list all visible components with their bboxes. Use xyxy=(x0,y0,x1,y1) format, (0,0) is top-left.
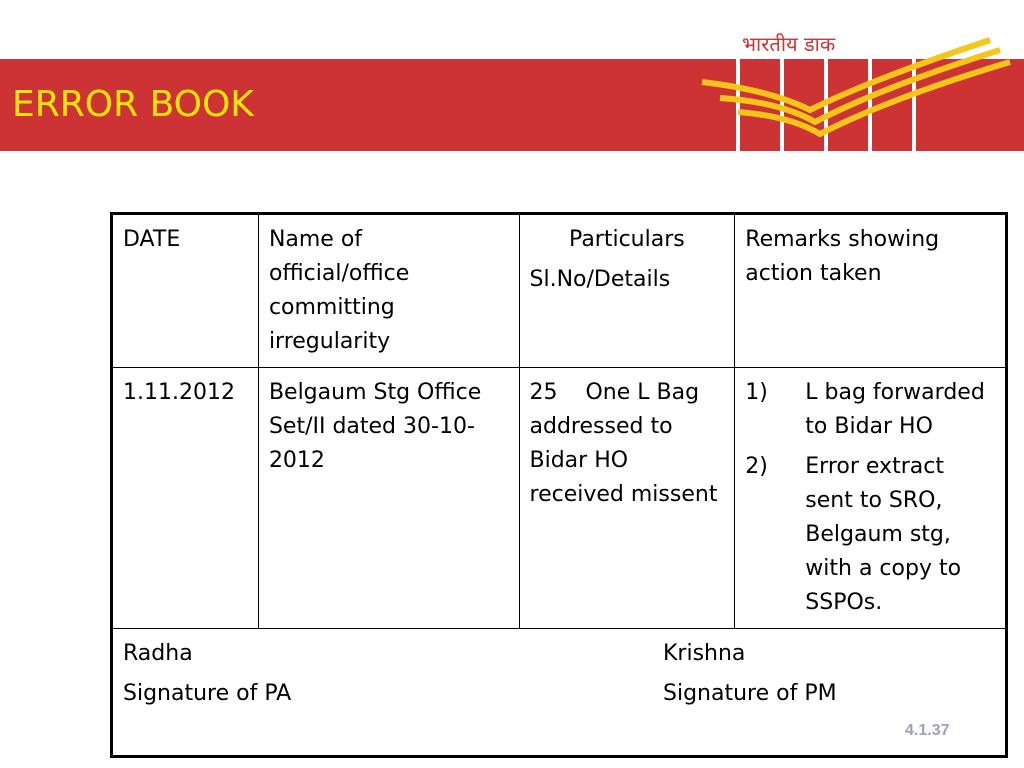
pm-signature-label: Signature of PM xyxy=(663,681,837,706)
remark-number: 1) xyxy=(745,380,768,405)
india-post-logo xyxy=(690,20,1024,160)
signature-roles xyxy=(123,677,995,711)
signature-cell xyxy=(112,629,1007,757)
remark-item xyxy=(745,450,995,620)
cell-particulars xyxy=(519,368,735,629)
pm-name: Krishna xyxy=(663,641,746,666)
remark-number: 2) xyxy=(745,454,768,479)
error-book-table xyxy=(110,212,1008,758)
header-slno-label: Sl.No/Details xyxy=(529,267,671,292)
table-header-row xyxy=(112,214,1007,368)
cell-remarks xyxy=(735,368,1007,629)
header-official: Name of official/office committing irregularity xyxy=(258,214,519,368)
particulars-text: 25 One L Bag addressed to Bidar HO received missent xyxy=(529,380,718,507)
page-title: ERROR BOOK xyxy=(12,84,254,125)
remarks-list xyxy=(745,376,995,620)
remark-text: L bag forwarded to Bidar HO xyxy=(805,380,985,439)
logo-text: भारतीय डाक xyxy=(742,32,836,56)
header-particulars xyxy=(519,214,735,368)
page-number: 4.1.37 xyxy=(905,722,950,739)
signature-names xyxy=(123,637,995,671)
signature-row xyxy=(112,629,1007,757)
header-particulars-label: Particulars xyxy=(569,227,685,252)
cell-date: 1.11.2012 xyxy=(112,368,259,629)
table-row xyxy=(112,368,1007,629)
header-date: DATE xyxy=(112,214,259,368)
remark-text: Error extract sent to SRO, Belgaum stg, with a copy to SSPOs. xyxy=(805,454,962,615)
pa-signature-label: Signature of PA xyxy=(123,681,292,706)
pa-name: Radha xyxy=(123,641,193,666)
header-remarks: Remarks showing action taken xyxy=(735,214,1007,368)
remark-item xyxy=(745,376,995,444)
cell-official: Belgaum Stg Office Set/II dated 30-10-2012 xyxy=(258,368,519,629)
